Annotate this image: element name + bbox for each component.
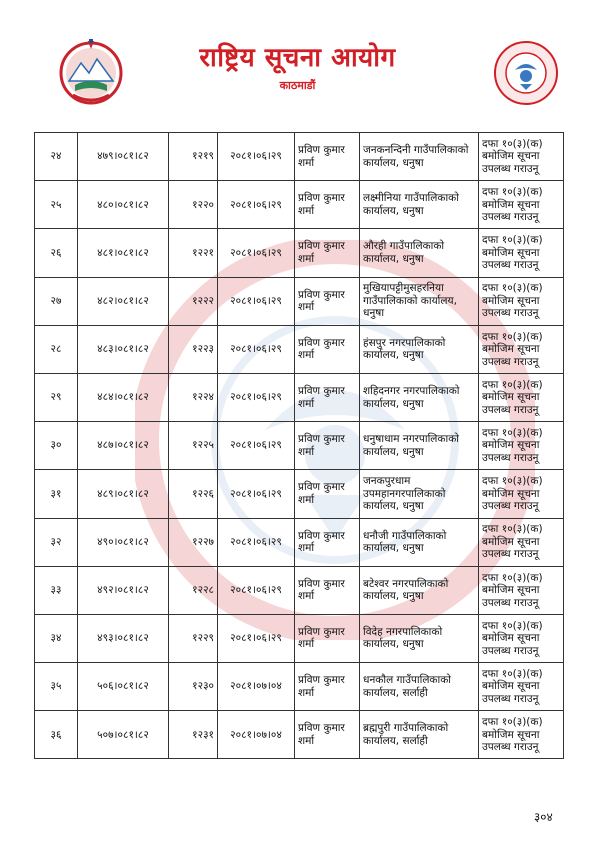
date-cell: २०८१।०७।०४ xyxy=(218,663,295,711)
date-cell: २०८१।०६।२९ xyxy=(218,277,295,325)
decision-number-cell: १२२६ xyxy=(169,470,218,518)
decision-cell: दफा १०(३)(क) बमोजिम सूचना उपलब्ध गराउनू xyxy=(479,518,564,566)
decision-cell: दफा १०(३)(क) बमोजिम सूचना उपलब्ध गराउनू xyxy=(479,614,564,662)
public-body-cell: जनकपुरधाम उपमहानगरपालिकाको कार्यालय, धनुषा xyxy=(360,470,479,518)
decision-number-cell: १२२० xyxy=(169,181,218,229)
table-row xyxy=(35,229,564,277)
serial-number-cell: ३१ xyxy=(35,470,78,518)
public-body-cell: धनौजी गाउँपालिकाको कार्यालय, धनुषा xyxy=(360,518,479,566)
public-body-cell: मुखियापट्टीमुसहरनिया गाउँपालिकाको कार्यालय, धनुषा xyxy=(360,277,479,325)
table-row xyxy=(35,566,564,614)
serial-number-cell: २४ xyxy=(35,133,78,181)
decision-cell: दफा १०(३)(क) बमोजिम सूचना उपलब्ध गराउनू xyxy=(479,277,564,325)
table-row xyxy=(35,373,564,421)
registration-number-cell: ४८९।०८१।८२ xyxy=(78,470,169,518)
table-row xyxy=(35,277,564,325)
date-cell: २०८१।०६।२९ xyxy=(218,470,295,518)
decision-number-cell: १२२५ xyxy=(169,422,218,470)
serial-number-cell: २८ xyxy=(35,325,78,373)
serial-number-cell: २९ xyxy=(35,373,78,421)
page-number: ३०४ xyxy=(534,810,553,824)
public-body-cell: लक्ष्मीनिया गाउँपालिकाको कार्यालय, धनुषा xyxy=(360,181,479,229)
public-body-cell: ब्रह्मपुरी गाउँपालिकाको कार्यालय, सर्लाही xyxy=(360,711,479,759)
public-body-cell: धनुषाधाम नगरपालिकाको कार्यालय, धनुषा xyxy=(360,422,479,470)
applicant-name-cell: प्रविण कुमार शर्मा xyxy=(295,277,360,325)
decision-number-cell: १२२२ xyxy=(169,277,218,325)
registration-number-cell: ४८२।०८१।८२ xyxy=(78,277,169,325)
serial-number-cell: ३२ xyxy=(35,518,78,566)
registration-number-cell: ४७९।०८१।८२ xyxy=(78,133,169,181)
decision-cell: दफा १०(३)(क) बमोजिम सूचना उपलब्ध गराउनू xyxy=(479,229,564,277)
registration-number-cell: ४८७।०८१।८२ xyxy=(78,422,169,470)
registration-number-cell: ४८४।०८१।८२ xyxy=(78,373,169,421)
applicant-name-cell: प्रविण कुमार शर्मा xyxy=(295,566,360,614)
applicant-name-cell: प्रविण कुमार शर्मा xyxy=(295,614,360,662)
decision-number-cell: १२३१ xyxy=(169,711,218,759)
page-title: राष्ट्रिय सूचना आयोग xyxy=(199,43,396,73)
table-row xyxy=(35,614,564,662)
applicant-name-cell: प्रविण कुमार शर्मा xyxy=(295,711,360,759)
public-body-cell: औरही गाउँपालिकाको कार्यालय, धनुषा xyxy=(360,229,479,277)
registration-number-cell: ५०७।०८१।८२ xyxy=(78,711,169,759)
public-body-cell: शहिदनगर नगरपालिकाको कार्यालय, धनुषा xyxy=(360,373,479,421)
table-row xyxy=(35,711,564,759)
decision-cell: दफा १०(३)(क) बमोजिम सूचना उपलब्ध गराउनू xyxy=(479,133,564,181)
serial-number-cell: ३६ xyxy=(35,711,78,759)
public-body-cell: जनकनन्दिनी गाउँपालिकाको कार्यालय, धनुषा xyxy=(360,133,479,181)
date-cell: २०८१।०६।२९ xyxy=(218,133,295,181)
table-row xyxy=(35,518,564,566)
decision-cell: दफा १०(३)(क) बमोजिम सूचना उपलब्ध गराउनू xyxy=(479,181,564,229)
applicant-name-cell: प्रविण कुमार शर्मा xyxy=(295,422,360,470)
registration-number-cell: ४९३।०८१।८२ xyxy=(78,614,169,662)
decision-cell: दफा १०(३)(क) बमोजिम सूचना उपलब्ध गराउनू xyxy=(479,663,564,711)
table-row xyxy=(35,181,564,229)
page-header xyxy=(0,0,595,120)
public-body-cell: बटेश्वर नगरपालिकाको कार्यालय, धनुषा xyxy=(360,566,479,614)
date-cell: २०८१।०६।२९ xyxy=(218,181,295,229)
serial-number-cell: ३३ xyxy=(35,566,78,614)
decision-number-cell: १२३० xyxy=(169,663,218,711)
public-body-cell: हंसपुर नगरपालिकाको कार्यालय, धनुषा xyxy=(360,325,479,373)
applicant-name-cell: प्रविण कुमार शर्मा xyxy=(295,518,360,566)
decision-number-cell: १२२९ xyxy=(169,614,218,662)
public-body-cell: विदेह नगरपालिकाको कार्यालय, धनुषा xyxy=(360,614,479,662)
decision-number-cell: १२२७ xyxy=(169,518,218,566)
table-row xyxy=(35,133,564,181)
table-row xyxy=(35,325,564,373)
date-cell: २०८१।०६।२९ xyxy=(218,566,295,614)
applicant-name-cell: प्रविण कुमार शर्मा xyxy=(295,133,360,181)
registration-number-cell: ५०६।०८१।८२ xyxy=(78,663,169,711)
date-cell: २०८१।०६।२९ xyxy=(218,518,295,566)
decision-number-cell: १२२८ xyxy=(169,566,218,614)
decision-cell: दफा १०(३)(क) बमोजिम सूचना उपलब्ध गराउनू xyxy=(479,711,564,759)
table-row xyxy=(35,470,564,518)
date-cell: २०८१।०६।२९ xyxy=(218,229,295,277)
registration-number-cell: ४८१।०८१।८२ xyxy=(78,229,169,277)
public-body-cell: धनकौल गाउँपालिकाको कार्यालय, सर्लाही xyxy=(360,663,479,711)
serial-number-cell: ३४ xyxy=(35,614,78,662)
decision-number-cell: १२२३ xyxy=(169,325,218,373)
decision-number-cell: १२२१ xyxy=(169,229,218,277)
table-row xyxy=(35,422,564,470)
decision-cell: दफा १०(३)(क) बमोजिम सूचना उपलब्ध गराउनू xyxy=(479,566,564,614)
applicant-name-cell: प्रविण कुमार शर्मा xyxy=(295,663,360,711)
decision-cell: दफा १०(३)(क) बमोजिम सूचना उपलब्ध गराउनू xyxy=(479,470,564,518)
serial-number-cell: २७ xyxy=(35,277,78,325)
serial-number-cell: ३० xyxy=(35,422,78,470)
registration-number-cell: ४८०।०८१।८२ xyxy=(78,181,169,229)
page-subtitle: काठमाडौं xyxy=(279,79,316,92)
decision-cell: दफा १०(३)(क) बमोजिम सूचना उपलब्ध गराउनू xyxy=(479,422,564,470)
serial-number-cell: २६ xyxy=(35,229,78,277)
table-row xyxy=(35,663,564,711)
applicant-name-cell: प्रविण कुमार शर्मा xyxy=(295,181,360,229)
decision-number-cell: १२१९ xyxy=(169,133,218,181)
commission-seal-icon xyxy=(493,40,559,106)
serial-number-cell: ३५ xyxy=(35,663,78,711)
decision-number-cell: १२२४ xyxy=(169,373,218,421)
applicant-name-cell: प्रविण कुमार शर्मा xyxy=(295,325,360,373)
decision-cell: दफा १०(३)(क) बमोजिम सूचना उपलब्ध गराउनू xyxy=(479,373,564,421)
date-cell: २०८१।०७।०४ xyxy=(218,711,295,759)
registration-number-cell: ४९२।०८१।८२ xyxy=(78,566,169,614)
registration-number-cell: ४८३।०८१।८२ xyxy=(78,325,169,373)
date-cell: २०८१।०६।२९ xyxy=(218,373,295,421)
applicant-name-cell: प्रविण कुमार शर्मा xyxy=(295,229,360,277)
applicant-name-cell: प्रविण कुमार शर्मा xyxy=(295,373,360,421)
date-cell: २०८१।०६।२९ xyxy=(218,614,295,662)
serial-number-cell: २५ xyxy=(35,181,78,229)
records-table xyxy=(34,132,564,759)
date-cell: २०८१।०६।२९ xyxy=(218,325,295,373)
decision-cell: दफा १०(३)(क) बमोजिम सूचना उपलब्ध गराउनू xyxy=(479,325,564,373)
applicant-name-cell: प्रविण कुमार शर्मा xyxy=(295,470,360,518)
date-cell: २०८१।०६।२९ xyxy=(218,422,295,470)
registration-number-cell: ४९०।०८१।८२ xyxy=(78,518,169,566)
